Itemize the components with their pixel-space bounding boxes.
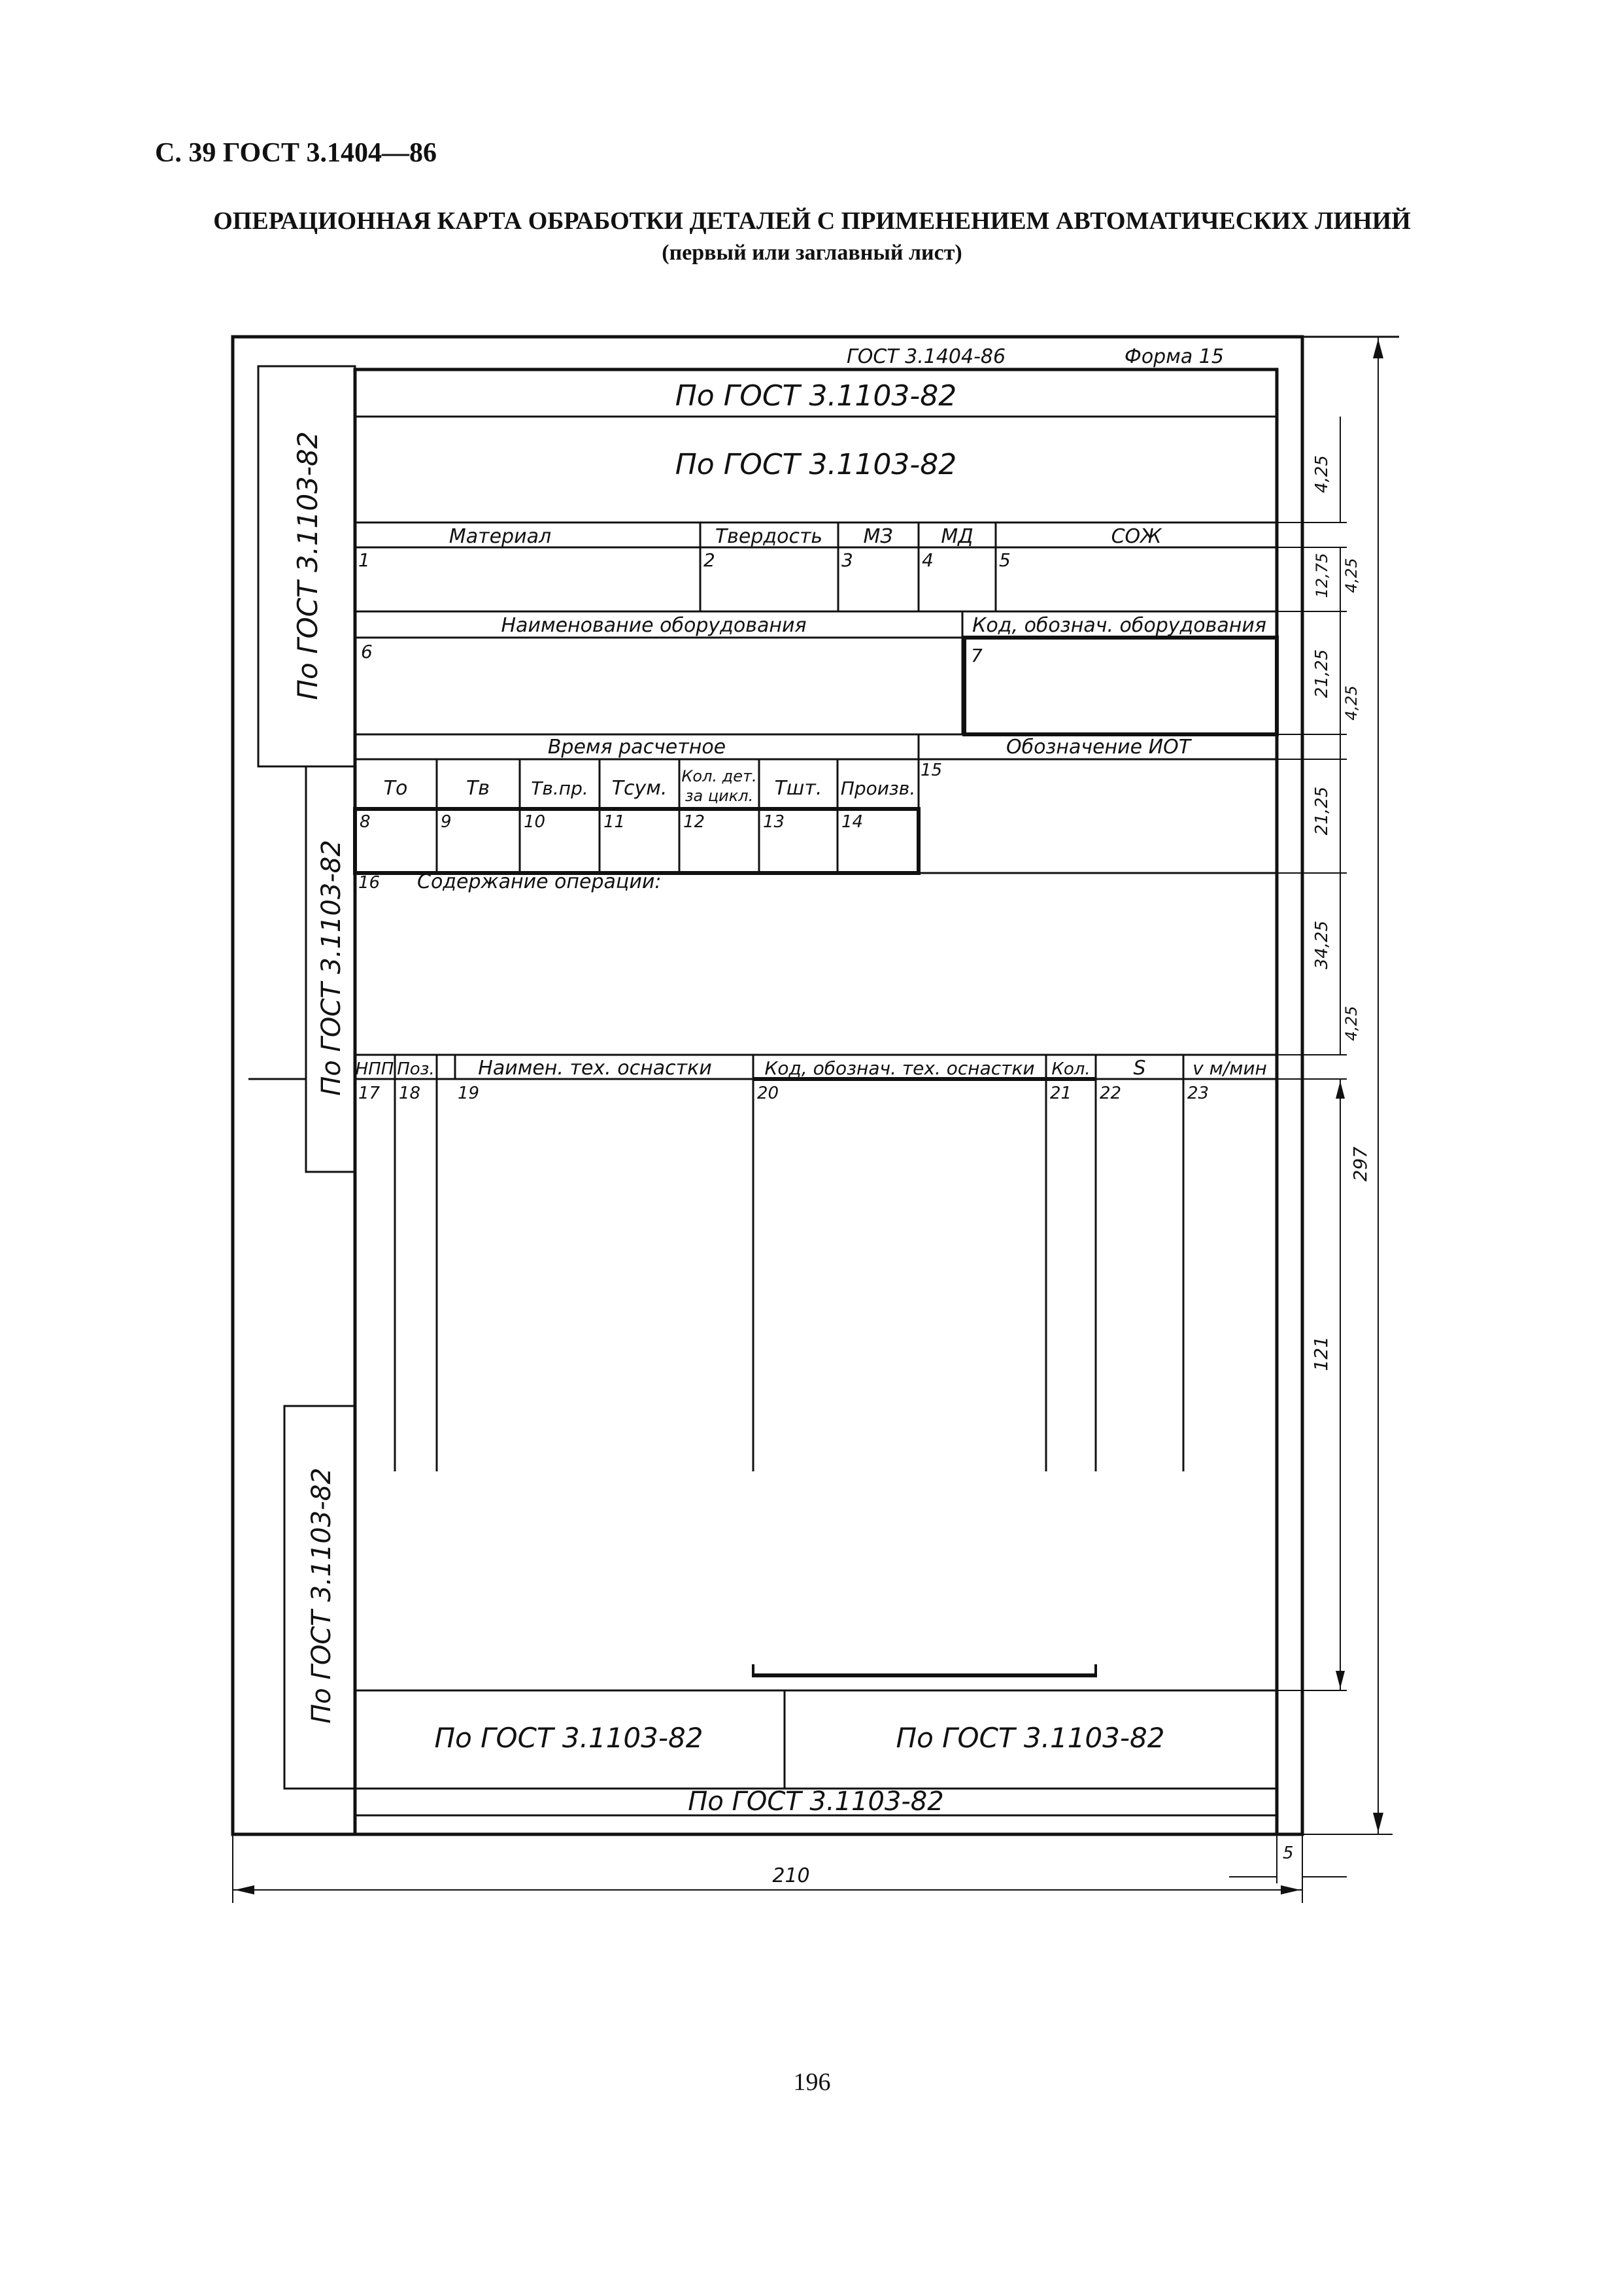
md-header: МД	[941, 525, 973, 548]
content-header: Содержание операции:	[417, 870, 662, 893]
cell-number: 21	[1050, 1084, 1072, 1103]
cell-number: 2	[703, 549, 715, 571]
dim-label: 21,25	[1312, 649, 1332, 698]
cell-number: 3	[841, 549, 853, 571]
cell-number: 11	[603, 812, 626, 832]
speed-header: v м/мин	[1193, 1057, 1267, 1079]
ref-block-bottom-right: По ГОСТ 3.1103-82	[896, 1722, 1165, 1754]
dim-label: 12,75	[1313, 553, 1331, 598]
time-calc-header: Время расчетное	[547, 736, 726, 759]
tsum-header: Тсум.	[611, 777, 668, 800]
tool-code-header: Код, обознач. тех. оснастки	[764, 1057, 1035, 1079]
cell-number: 20	[757, 1084, 779, 1103]
tvpr-header: Тв.пр.	[531, 778, 588, 799]
material-header: Материал	[448, 525, 552, 548]
cell-number: 13	[763, 812, 785, 832]
cell-number: 12	[683, 812, 705, 832]
mz-header: МЗ	[863, 525, 893, 548]
cell-number: 14	[841, 812, 864, 832]
equipment-name-header: Наименование оборудования	[501, 614, 807, 637]
cell-number: 6	[361, 641, 373, 662]
cell-number: 23	[1187, 1084, 1210, 1103]
tv-header: Тв	[465, 777, 490, 800]
dim-label: 21,25	[1312, 786, 1332, 836]
equipment-code-header: Код, обознач. оборудования	[972, 614, 1266, 637]
form-label: Форма 15	[1125, 345, 1224, 368]
dim-label: 34,25	[1312, 920, 1332, 970]
cell-number: 1	[358, 549, 370, 571]
dim-label: 121	[1310, 1336, 1332, 1371]
side-stamp-middle: По ГОСТ 3.1103-82	[316, 840, 347, 1096]
side-stamp-top: По ГОСТ 3.1103-82	[292, 431, 324, 700]
form-frame	[355, 369, 1277, 1834]
cell-number: 8	[360, 812, 371, 832]
cell-number: 5	[999, 549, 1011, 571]
ref-block-bottom-left: По ГОСТ 3.1103-82	[434, 1722, 703, 1754]
cell-number: 19	[458, 1084, 480, 1103]
hardness-header: Твердость	[715, 525, 823, 548]
npp-header: НПП	[355, 1059, 394, 1079]
tool-name-header: Наимен. тех. оснастки	[478, 1057, 712, 1080]
ref-block-main: По ГОСТ 3.1103-82	[675, 448, 957, 481]
tsht-header: Тшт.	[774, 777, 822, 800]
kol-det-header: Кол. дет.	[681, 767, 757, 785]
coolant-header: СОЖ	[1111, 525, 1162, 548]
cell-number: 10	[524, 812, 546, 832]
page-header: С. 39 ГОСТ 3.1404—86	[155, 138, 437, 168]
cell-number: 17	[358, 1084, 381, 1103]
side-stamp-bottom: По ГОСТ 3.1103-82	[307, 1467, 337, 1724]
iot-header: Обозначение ИОТ	[1006, 736, 1191, 759]
gost-ref: ГОСТ 3.1404-86	[847, 345, 1006, 368]
document-title: ОПЕРАЦИОННАЯ КАРТА ОБРАБОТКИ ДЕТАЛЕЙ С ПРИМЕНЕНИЕМ АВТОМАТИЧЕСКИХ ЛИНИЙ	[213, 207, 1411, 235]
dim-label: 297	[1349, 1146, 1371, 1182]
dim-label: 4,25	[1312, 455, 1332, 493]
proizv-header: Произв.	[840, 778, 916, 799]
to-header: То	[383, 777, 408, 800]
cell-number: 4	[922, 549, 934, 571]
cell-number: 18	[399, 1084, 421, 1103]
dim-label: 4,25	[1342, 558, 1361, 593]
cell-number: 15	[921, 761, 943, 780]
ref-block-top: По ГОСТ 3.1103-82	[675, 379, 957, 413]
kol-header: Кол.	[1051, 1059, 1091, 1079]
cell-number: 9	[441, 812, 452, 832]
za-cikl-header: за цикл.	[685, 787, 754, 805]
cell-number: 16	[358, 873, 381, 893]
dim-label: 5	[1283, 1843, 1294, 1863]
dim-label: 210	[772, 1864, 810, 1887]
cell-number: 22	[1100, 1084, 1122, 1103]
dim-label: 4,25	[1342, 1006, 1361, 1041]
cell-number: 7	[971, 645, 983, 666]
s-header: S	[1133, 1057, 1146, 1080]
page-number: 196	[793, 2068, 831, 2096]
poz-header: Поз.	[397, 1059, 435, 1079]
dim-label: 4,25	[1342, 685, 1361, 721]
document-subtitle: (первый или заглавный лист)	[662, 241, 962, 265]
ref-block-footer: По ГОСТ 3.1103-82	[688, 1787, 944, 1817]
